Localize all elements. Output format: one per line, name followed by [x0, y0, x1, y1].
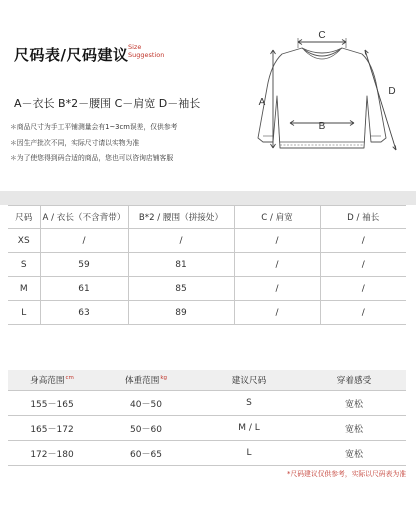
cell-length: 61 [40, 277, 128, 301]
header-sleeve: D / 袖长 [320, 206, 406, 229]
cell-shoulder: / [234, 277, 320, 301]
cell-waist: / [128, 229, 234, 253]
footnote: *尺码建议仅供参考，实际以尺码表为准 [287, 470, 406, 478]
note-1: ＊商品尺寸为手工平铺测量会有1~3cm误差，仅供参考 [10, 123, 178, 131]
header-fit: 穿着感受 [302, 370, 406, 391]
cell-length: 63 [40, 301, 128, 325]
table-row [8, 253, 406, 277]
cell-weight: 40－50 [96, 391, 196, 416]
cell-fit: 宽松 [302, 391, 406, 416]
cell-shoulder: / [234, 253, 320, 277]
label-c: C [318, 30, 326, 41]
table-row [8, 277, 406, 301]
cell-shoulder: / [234, 229, 320, 253]
header-height [8, 370, 96, 391]
cell-waist: 85 [128, 277, 234, 301]
header-suggested-size: 建议尺码 [196, 370, 302, 391]
measurement-legend: A－衣长 B*2－腰围 C－肩宽 D－袖长 [14, 97, 201, 110]
size-table-header [8, 206, 406, 229]
cell-sleeve: / [320, 301, 406, 325]
header-size: 尺码 [8, 206, 40, 229]
page-title-en [128, 44, 164, 59]
header-waist: B*2 / 腰围（拼接处） [128, 206, 234, 229]
size-table [8, 205, 406, 325]
title-en-line1: Size [128, 43, 142, 51]
table-row [8, 391, 406, 416]
header-length: A / 衣长（不含背带） [40, 206, 128, 229]
cell-fit: 宽松 [302, 441, 406, 466]
cell-sleeve: / [320, 253, 406, 277]
section-divider-band [0, 191, 416, 205]
height-unit: cm [65, 375, 74, 382]
cell-length: / [40, 229, 128, 253]
cell-waist: 89 [128, 301, 234, 325]
cell-size: M [8, 277, 40, 301]
cell-waist: 81 [128, 253, 234, 277]
cell-size: XS [8, 229, 40, 253]
header-weight [96, 370, 196, 391]
cell-suggested-size: M / L [196, 416, 302, 441]
cell-height: 172－180 [8, 441, 96, 466]
cell-size: L [8, 301, 40, 325]
weight-unit: kg [160, 375, 168, 382]
cell-shoulder: / [234, 301, 320, 325]
header-height-label: 身高范围 [30, 376, 65, 386]
note-3: ＊为了使您得到码合适的商品，您也可以咨询店铺客服 [10, 154, 174, 162]
page-title: 尺码表/尺码建议 [14, 46, 129, 64]
table-row [8, 416, 406, 441]
cell-suggested-size: L [196, 441, 302, 466]
cell-sleeve: / [320, 277, 406, 301]
table-row [8, 229, 406, 253]
note-2: ＊因生产批次不同，实际尺寸请以实物为准 [10, 139, 140, 147]
cell-sleeve: / [320, 229, 406, 253]
cell-height: 165－172 [8, 416, 96, 441]
cell-size: S [8, 253, 40, 277]
suggestion-table-header [8, 370, 406, 391]
header-weight-label: 体重范围 [124, 376, 160, 386]
size-suggestion-table [8, 370, 406, 466]
label-b: B [318, 121, 326, 132]
table-row [8, 441, 406, 466]
cell-height: 155－165 [8, 391, 96, 416]
cell-weight: 50－60 [96, 416, 196, 441]
cell-weight: 60－65 [96, 441, 196, 466]
sweater-diagram [240, 26, 405, 178]
table-row [8, 301, 406, 325]
cell-length: 59 [40, 253, 128, 277]
header-shoulder: C / 肩宽 [234, 206, 320, 229]
cell-suggested-size: S [196, 391, 302, 416]
label-a: A [258, 97, 266, 108]
cell-fit: 宽松 [302, 416, 406, 441]
label-d: D [388, 86, 396, 97]
title-en-line2: Suggestion [128, 50, 165, 59]
